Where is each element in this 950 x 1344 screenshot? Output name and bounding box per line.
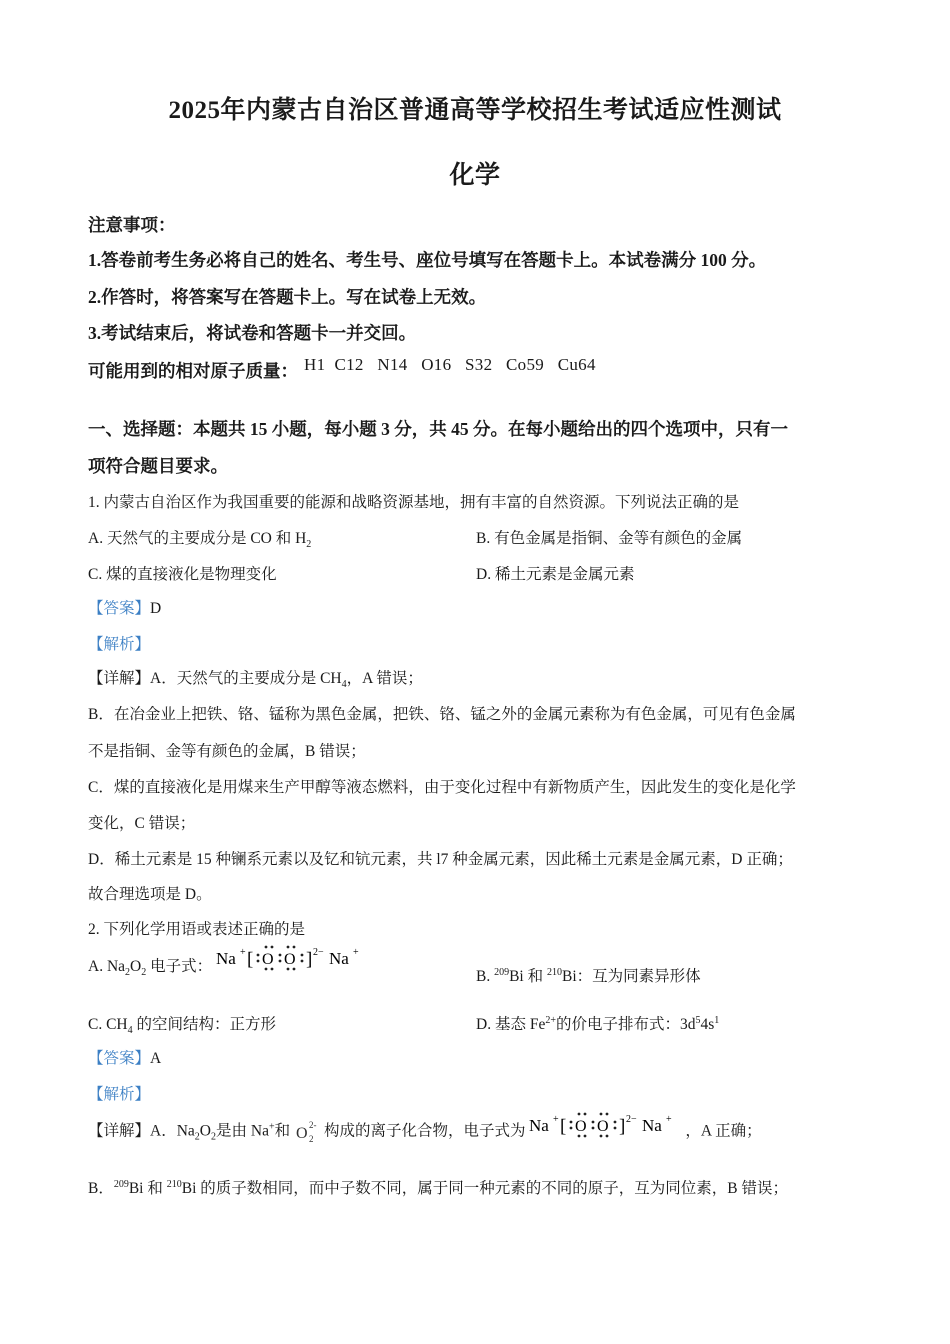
peroxide-ion-sub: 2	[308, 1134, 314, 1144]
q1-detail-c2: 变化，C 错误；	[88, 815, 196, 832]
q2-detail-a	[88, 1114, 762, 1146]
q2-option-a-text: A. Na	[88, 958, 126, 975]
q2-detail-b-sup2: 210	[166, 1178, 182, 1190]
q2-stem: 2. 下列化学用语或表述正确的是	[88, 921, 306, 938]
q2-option-a-post: 电子式：	[146, 958, 213, 975]
q2-detail-a-mid2: 构成的离子化合物，电子式为	[323, 1122, 526, 1140]
na-right: Na	[329, 949, 349, 969]
q2-option-d-mid2: 4s	[700, 1016, 715, 1033]
q2-option-d-text: D. 基态 Fe	[476, 1016, 546, 1033]
oxygen-1: O	[262, 951, 274, 969]
peroxide-ion-formula	[294, 1118, 324, 1146]
q2-option-c-post: 的空间结构：正方形	[132, 1016, 277, 1033]
q1-detail-c1: C．煤的直接液化是用煤来生产甲醇等液态燃料，由于变化过程中有新物质产生，因此发生的变化是化学	[88, 779, 796, 796]
q2-option-d-mid: 的价电子排布式：3d	[555, 1016, 696, 1033]
q1-answer	[88, 596, 161, 618]
answer-tag: 【答案】	[88, 600, 151, 617]
atomic-mass-line	[88, 355, 596, 383]
q2-detail-a-o: O	[199, 1122, 211, 1140]
na-right-2-charge: +	[666, 1114, 673, 1125]
q2-option-a-sub2: 2	[141, 967, 147, 979]
q2-detail-b	[88, 1176, 788, 1198]
oxygen-2: O	[284, 951, 296, 969]
q2-detail-b-text: B．	[88, 1180, 114, 1197]
q1-option-b: B. 有色金属是指铜、金等有颜色的金属	[476, 530, 743, 547]
q1-detail-a-text: A．天然气的主要成分是 CH	[150, 670, 342, 687]
oxygen-3: O	[575, 1118, 587, 1135]
q2-option-d-sup: 2+	[545, 1014, 556, 1026]
q2-option-d-sup3: 1	[714, 1014, 720, 1026]
q2-option-c-text: C. CH	[88, 1016, 128, 1033]
q2-option-a	[88, 947, 376, 980]
na-left-2: Na	[529, 1116, 550, 1135]
q2-detail-a-and: 和	[274, 1122, 291, 1140]
svg-text:]: ]	[306, 949, 313, 971]
q2-detail-b-bi1: Bi 和	[128, 1180, 167, 1197]
sodium-peroxide-electron-formula-2	[529, 1109, 685, 1145]
q2-option-c	[88, 1012, 276, 1036]
q2-option-b-bi1: Bi 和	[509, 968, 547, 985]
q2-detail-a-sup: +	[268, 1121, 275, 1133]
q1-option-a-text: A. 天然气的主要成分是 CO 和 H	[88, 530, 307, 547]
q1-option-a	[88, 526, 311, 550]
oxygen-4: O	[597, 1118, 609, 1135]
q2-detail-a-text: A．Na	[150, 1122, 195, 1140]
na-right-2: Na	[642, 1116, 663, 1135]
q1-conclusion: 故合理选项是 D。	[88, 886, 212, 903]
q1-detail-d: D．稀土元素是 15 种镧系元素以及钇和钪元素，共 l7 种金属元素，因此稀土元素是金属元素，D 正确；	[88, 851, 793, 868]
q2-option-b	[476, 964, 701, 986]
q2-option-c-sub: 4	[127, 1025, 133, 1037]
peroxide-charge: 2−	[313, 947, 324, 959]
q2-detail-a-sub1: 2	[194, 1131, 200, 1143]
q1-analysis-tag: 【解析】	[88, 636, 151, 653]
q1-detail-a-sub: 4	[341, 679, 347, 691]
svg-text:[: [	[247, 949, 254, 971]
peroxide-ion-o: O	[295, 1125, 308, 1142]
detail-tag: 【详解】	[88, 670, 151, 687]
q1-detail-a	[88, 666, 423, 690]
q2-detail-b-post: Bi 的质子数相同，而中子数不同，属于同一种元素的不同的原子，互为同位素，B 错误；	[181, 1180, 788, 1197]
notice-item-1: 1.答卷前考生务必将自己的姓名、考生号、座位号填写在答题卡上。本试卷满分 100 分。	[88, 250, 767, 270]
peroxide-charge-2: 2−	[626, 1114, 638, 1125]
q1-option-d: D. 稀土元素是金属元素	[476, 566, 635, 583]
q2-analysis-tag: 【解析】	[88, 1086, 151, 1103]
sodium-peroxide-electron-formula	[216, 944, 376, 980]
q2-option-b-sup1: 209	[494, 966, 510, 978]
q1-detail-a-post: ，A 错误；	[346, 670, 423, 687]
na-right-charge: +	[353, 947, 359, 959]
q1-detail-b2: 不是指铜、金等有颜色的金属，B 错误；	[88, 743, 366, 760]
exam-title: 2025年内蒙古自治区普通高等学校招生考试适应性测试	[168, 97, 782, 124]
q2-option-b-text: B.	[476, 968, 495, 985]
atomic-mass-label: 可能用到的相对原子质量：	[88, 361, 298, 381]
na-left: Na	[216, 949, 236, 969]
q2-option-b-sup2: 210	[547, 966, 562, 978]
q2-option-d	[476, 1012, 719, 1034]
q1-stem: 1. 内蒙古自治区作为我国重要的能源和战略资源基地，拥有丰富的自然资源。下列说法正确的是	[88, 494, 740, 511]
q2-detail-a-post: ，A 正确；	[685, 1122, 762, 1140]
notice-item-3: 3.考试结束后，将试卷和答题卡一并交回。	[88, 323, 417, 343]
q2-option-d-sup2: 5	[695, 1014, 701, 1026]
q2-answer	[88, 1046, 161, 1068]
notice-item-2: 2.作答时，将答案写在答题卡上。写在试卷上无效。	[88, 287, 487, 307]
q2-detail-a-sub2: 2	[211, 1131, 216, 1143]
atomic-mass-values: H1 C12 N14 O16 S32 Co59 Cu64	[304, 355, 596, 374]
q2-option-b-post: Bi：互为同素异形体	[562, 968, 701, 985]
q1-detail-b1: B．在冶金业上把铁、铬、锰称为黑色金属，把铁、铬、锰之外的金属元素称为有色金属，可见有色金属	[88, 706, 796, 723]
na-left-charge: +	[240, 947, 246, 959]
q2-detail-b-sup1: 209	[113, 1178, 129, 1190]
answer-value: D	[150, 600, 162, 617]
notice-heading: 注意事项：	[88, 215, 176, 235]
answer-tag: 【答案】	[88, 1050, 151, 1067]
detail-tag: 【详解】	[88, 1122, 151, 1140]
q2-option-a-o: O	[130, 958, 142, 975]
section1-heading-line2: 项符合题目要求。	[88, 456, 228, 476]
na-left-2-charge: +	[553, 1114, 560, 1125]
section1-heading-line1: 一、选择题：本题共 15 小题，每小题 3 分，共 45 分。在每小题给出的四个选项中，只有一	[88, 419, 788, 439]
svg-text:]: ]	[619, 1116, 626, 1137]
q1-option-a-sub: 2	[306, 539, 312, 551]
q2-detail-a-mid: 是由 Na	[216, 1122, 269, 1140]
svg-text:[: [	[560, 1116, 567, 1137]
q2-option-a-sub1: 2	[125, 967, 131, 979]
peroxide-ion-sup: 2-	[308, 1120, 317, 1130]
exam-subject: 化学	[449, 162, 501, 189]
q1-option-c: C. 煤的直接液化是物理变化	[88, 566, 277, 583]
answer-value: A	[150, 1050, 162, 1067]
